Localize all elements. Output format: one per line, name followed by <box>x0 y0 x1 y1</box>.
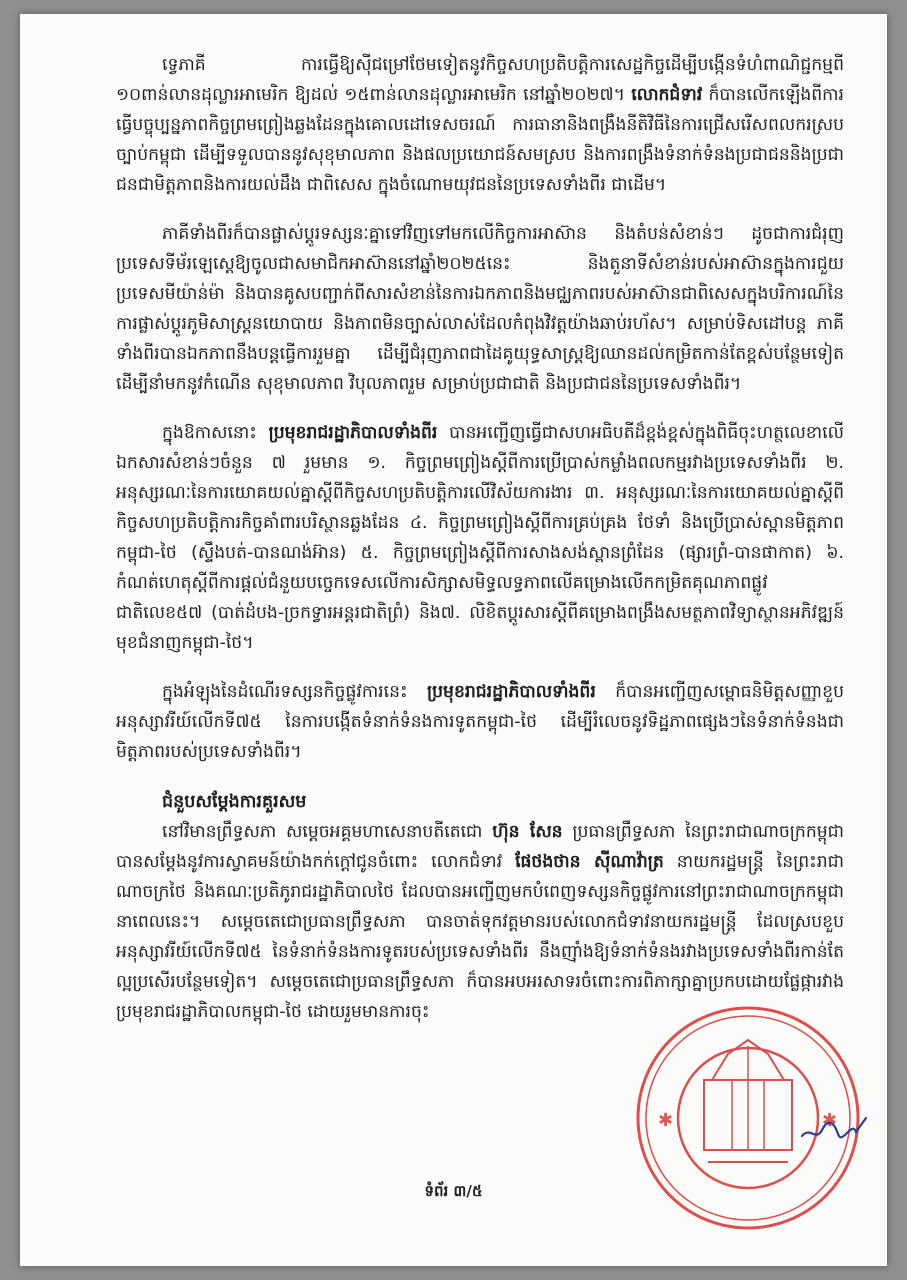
paragraph-2 <box>116 219 844 399</box>
svg-text:✱: ✱ <box>658 1110 674 1131</box>
paragraph-4-run-1: ក្នុងអំឡុងនៃដំណើរទស្សនកិច្ចផ្លូវការនេះ <box>162 682 427 702</box>
paragraph-4 <box>116 677 844 767</box>
paragraph-3 <box>116 418 844 658</box>
section-paragraph <box>116 817 844 1027</box>
paragraph-1-run-2: លោកជំទាវ <box>631 85 703 105</box>
section-heading: ជំនួបសម្ដែងការគួរសម <box>162 792 307 812</box>
paragraph-1-run-1: ទ្វេភាគី ការធ្វើឱ្យស៊ីជម្រៅថែមទៀតនូវកិច្ចសហប្រតិបត្តិការសេដ្ឋកិច្ចដើម្បីបង្កើនទំហំពាណិជ្ជកម្មពី ១០ពាន់លានដុល្លារអាមេរិក ឱ្យដល់ ១៥ពាន់លានដុល្លារអាមេរិក នៅឆ្នាំ២០២៧។ <box>116 55 844 105</box>
paragraph-3-run-3: បានអញ្ជើញធ្វើជាសហអធិបតីដ៏ខ្ពង់ខ្ពស់ក្នុងពិធីចុះហត្ថលេខាលើឯកសារសំខាន់ៗចំនួន ៧ រួមមាន ១. កិច្ចព្រមព្រៀងស្ដីពីការប្រើប្រាស់កម្លាំងពលកម្មរវាងប្រទេសទាំងពីរ ២. អនុស្សរណៈនៃការយោគយល់គ្នាស្ដីពីកិច្ចសហប្រតិបត្តិការលើវិស័យការងារ ៣. អនុស្សរណៈនៃការយោគយល់គ្នាស្ដីពីកិច្ចសហប្រតិបត្តិការកិច្ចគាំពារបរិស្ថានឆ្លងដែន ៤. កិច្ចព្រមព្រៀងស្ដីពីការគ្រប់គ្រង ថែទាំ និងប្រើប្រាស់ស្ពានមិត្តភាពកម្ពុជា-ថៃ (ស្ទឹងបត់-បានណង់អ៊ាន) ៥. កិច្ចព្រមព្រៀងស្ដីពីការសាងសង់ស្ពានព្រំដែន (ផ្សារព្រំ-បានផាកាត) ៦. កំណត់ហេតុស្ដីពីការផ្ដល់ជំនួយបច្ចេកទេសលើការសិក្សាសមិទ្ធលទ្ធភាពលើគម្រោងលើកកម្រិតគុណភាពផ្លូវជាតិលេខ៥៧ (បាត់ដំបង-ច្រកទ្វារអន្តរជាតិព្រំ) និង៧. លិខិតប្ដូរសារស្ដីពីគម្រោងពង្រឹងសមត្ថភាពវិទ្យាស្ថានអភិវឌ្ឍន៍មុខជំនាញកម្ពុជា-ថៃ។ <box>116 423 844 653</box>
section-paragraph-run-3: ប្រធានព្រឹទ្ធសភា នៃព្រះរាជាណាចក្រកម្ពុជា បានសម្ដែងនូវការស្វាគមន៍យ៉ាងកក់ក្ដៅជូនចំពោះ លោកជំទាវ <box>116 822 845 872</box>
paragraph-3-run-2: ប្រមុខរាជរដ្ឋាភិបាលទាំងពីរ <box>268 423 438 443</box>
page-number: ទំព័រ ៣/៥ <box>424 1182 483 1200</box>
section-paragraph-run-5: នាយករដ្ឋមន្ត្រី នៃព្រះរាជាណាចក្រថៃ និងគណៈប្រតិភូរាជរដ្ឋាភិបាលថៃ ដែលបានអញ្ជើញមកបំពេញទស្សនកិច្ចផ្លូវការនៅព្រះរាជាណាចក្រកម្ពុជា នាពេលនេះ។ សម្ដេចតេជោប្រធានព្រឹទ្ធសភា បានចាត់ទុកវត្តមានរបស់លោកជំទាវនាយករដ្ឋមន្ត្រី ដែលស្របខួបអនុស្សាវរីយ៍លើកទី៧៥ នៃទំនាក់ទំនងការទូតរបស់ប្រទេសទាំងពីរ នឹងញ៉ាំងឱ្យទំនាក់ទំនងរវាងប្រទេសទាំងពីរកាន់តែល្អប្រសើរបន្ថែមទៀត។ សម្ដេចតេជោប្រធានព្រឹទ្ធសភា ក៏បានអបអរសាទរចំពោះការពិភាក្សាគ្នាប្រកបដោយផ្លែផ្ការវាង ប្រមុខរាជរដ្ឋាភិបាលកម្ពុជា-ថៃ ដោយរួមមានការចុះ <box>116 852 844 1022</box>
signature-mark-icon <box>800 1112 870 1146</box>
paragraph-3-run-1: ក្នុងឱកាសនោះ <box>162 423 269 443</box>
document-body <box>116 50 844 1046</box>
paragraph-4-run-2: ប្រមុខរាជរដ្ឋាភិបាលទាំងពីរ <box>427 682 596 702</box>
svg-text:✱: ✱ <box>822 1110 838 1131</box>
paragraph-1-run-3: ក៏បានលើកឡើងពីការធ្វើបច្ចុប្បន្នភាពកិច្ចព្រមព្រៀងឆ្លងដែនក្នុងគោលដៅទេសចរណ៍ ការធានានិងពង្រឹងនីតិវិធីនៃការជ្រើសរើសពលករស្របច្បាប់កម្ពុជា ដើម្បីទទួលបាននូវសុខុមាលភាព និងផលប្រយោជន៍សមស្រប និងការពង្រឹងទំនាក់ទំនងប្រជាជននិងប្រជាជនជាមិត្តភាពនិងការយល់ដឹង ជាពិសេស ក្នុងចំណោមយុវជននៃប្រទេសទាំងពីរ ជាដើម។ <box>116 85 844 195</box>
section-paragraph-run-1: នៅវិមានព្រឹទ្ធសភា សម្ដេចអគ្គមហាសេនាបតីតេជោ <box>162 822 493 842</box>
paragraph-1 <box>116 50 844 200</box>
section-paragraph-run-2: ហ៊ុន សែន <box>492 822 563 842</box>
paragraph-2-run-1: ភាគីទាំងពីរក៏បានផ្លាស់ប្ដូរទស្សនៈគ្នាទៅវិញទៅមកលើកិច្ចការអាស៊ាន និងតំបន់សំខាន់ៗ ដូចជាការជំរុញប្រទេសទីម័រឡេស្តេឱ្យចូលជាសមាជិកអាស៊ាននៅឆ្នាំ២០២៥នេះ និងតួនាទីសំខាន់របស់អាស៊ានក្នុងការជួយប្រទេសមីយ៉ាន់ម៉ា និងបានគូសបញ្ជាក់ពីសារសំខាន់នៃការឯកភាពនិងមជ្ឈភាពរបស់អាស៊ានជាពិសេសក្នុងបរិការណ៍នៃការផ្លាស់ប្តូរភូមិសាស្ត្រនយោបាយ និងភាពមិនច្បាស់លាស់ដែលកំពុងវិវត្តយ៉ាងឆាប់រហ័ស។ សម្រាប់ទិសដៅបន្ត ភាគីទាំងពីរបានឯកភាពនឹងបន្តធ្វើការរួមគ្នា ដើម្បីជំរុញភាពជាដៃគូយុទ្ធសាស្ត្រឱ្យឈានដល់កម្រិតកាន់តែខ្ពស់បន្ថែមទៀត ដើម្បីនាំមកនូវកំណើន សុខុមាលភាព វិបុលភាពរួម សម្រាប់ប្រជាជាតិ និងប្រជាជននៃប្រទេសទាំងពីរ។ <box>116 224 844 394</box>
section-paragraph-run-4: ផែថងថាន ស៊ីណាវ៉ាត្រ <box>515 852 664 872</box>
paragraph-4-run-3: ក៏បានអញ្ជើញសម្ពោធនិមិត្តសញ្ញាខួបអនុស្សាវរីយ៍លើកទី៧៥ នៃការបង្កើតទំនាក់ទំនងការទូតកម្ពុជា-ថៃ ដើម្បីរំលេចនូវទិដ្ឋភាពផ្សេងៗនៃទំនាក់ទំនងជាមិត្តភាពរបស់ប្រទេសទាំងពីរ។ <box>116 682 844 762</box>
document-page <box>20 14 887 1266</box>
